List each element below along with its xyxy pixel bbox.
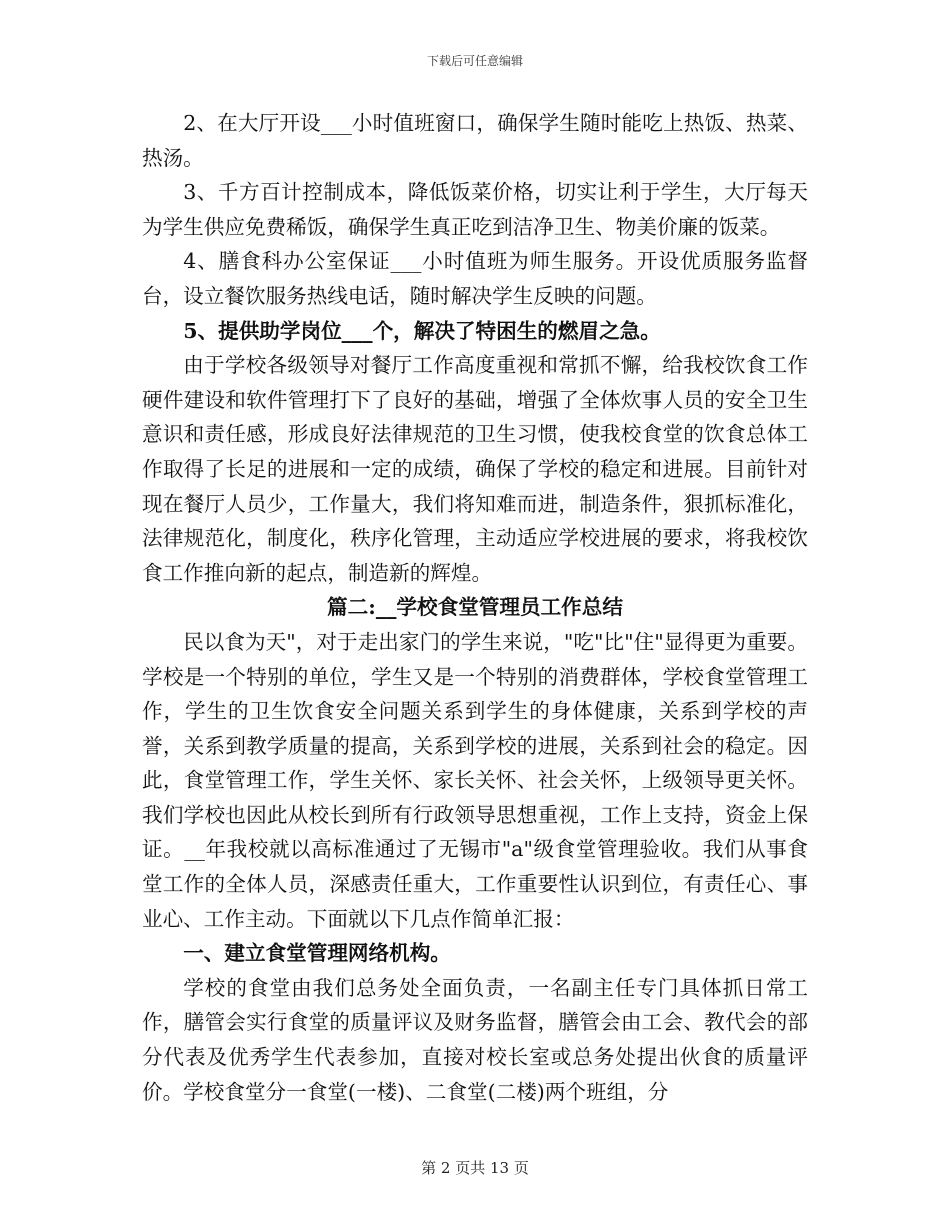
paragraph-item-5-bold: 5、提供助学岗位___个，解决了特困生的燃眉之急。 [183,318,661,343]
document-body [142,106,808,1109]
section-heading-1: 一、建立食堂管理网络机构。 [183,941,451,966]
paragraph-item-4: 4、膳食科办公室保证___小时值班为师生服务。开设优质服务监督台，设立餐饮服务热线电话，随时解决学生反映的问题。 [142,249,808,308]
paragraph-summary: 由于学校各级领导对餐厅工作高度重视和常抓不懈，给我校饮食工作硬件建设和软件管理打下了良好的基础，增强了全体炊事人员的安全卫生意识和责任感，形成良好法律规范的卫生习惯，使我校食堂的饮食总体工作取得了长足的进展和一定的成绩，确保了学校的稳定和进展。目前针对现在餐厅人员少，工作量大，我们将知难而进，制造条件，狠抓标准化，法律规范化，制度化，秩序化管理，主动适应学校进展的要求，将我校饮食工作推向新的起点，制造新的辉煌。 [142,353,808,585]
page-footer: 第 2 页共 13 页 [421,1159,529,1177]
paragraph-item-2: 2、在大厅开设___小时值班窗口，确保学生随时能吃上热饭、热菜、热汤。 [142,111,808,170]
section-title: 篇二:__学校食堂管理员工作总结 [327,595,623,620]
paragraph-intro: 民以食为天"，对于走出家门的学生来说，"吃"比"住"显得更为重要。学校是一个特别的单位，学生又是一个特别的消费群体，学校食堂管理工作，学生的卫生饮食安全问题关系到学生的身体健康，关系到学校的声誉，关系到教学质量的提高，关系到学校的进展，关系到社会的稳定。因此，食堂管理工作，学生关怀、家长关怀、社会关怀，上级领导更关怀。我们学校也因此从校长到所有行政领导思想重视，工作上支持，资金上保证。__年我校就以高标准通过了无锡市"a"级食堂管理验收。我们从事食堂工作的全体人员，深感责任重大，工作重要性认识到位，有责任心、事业心、工作主动。下面就以下几点作简单汇报： [142,629,808,931]
page-header: 下载后可任意编辑 [426,54,523,68]
paragraph-section-1: 学校的食堂由我们总务处全面负责，一名副主任专门具体抓日常工作，膳管会实行食堂的质量评议及财务监督，膳管会由工会、教代会的部分代表及优秀学生代表参加，直接对校长室或总务处提出伙食的质量评价。学校食堂分一食堂(一楼)、二食堂(二楼)两个班组，分 [142,975,808,1104]
paragraph-item-3: 3、千方百计控制成本，降低饭菜价格，切实让利于学生，大厅每天为学生供应免费稀饭，确保学生真正吃到洁净卫生、物美价廉的饭菜。 [142,180,808,239]
